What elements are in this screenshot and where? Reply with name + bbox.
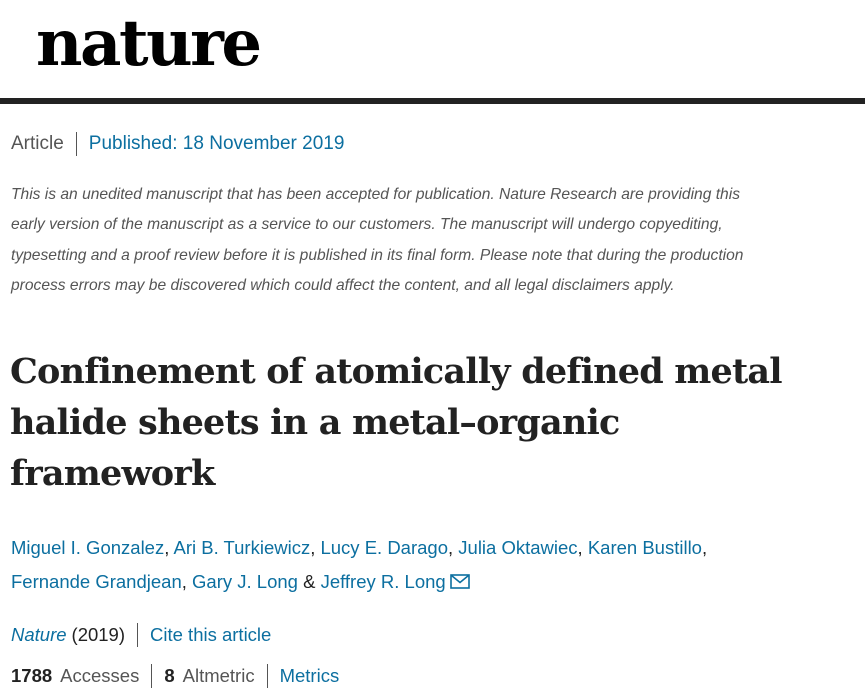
author-link[interactable]: Gary J. Long	[192, 571, 298, 592]
author-separator: ,	[701, 537, 708, 558]
cite-article-link[interactable]: Cite this article	[150, 624, 272, 645]
author-link[interactable]: Fernande Grandjean	[11, 571, 182, 592]
published-date: Published: 18 November 2019	[88, 133, 345, 154]
accesses-count: 1788	[11, 665, 53, 686]
author-separator: &	[297, 571, 321, 592]
author-link[interactable]: Ari B. Turkiewicz	[173, 537, 311, 558]
citation-row	[11, 621, 271, 649]
header-rule	[0, 98, 865, 104]
altmetric-label: Altmetric	[182, 665, 255, 686]
publication-year: (2019)	[71, 624, 126, 645]
author-link[interactable]: Lucy E. Darago	[320, 537, 448, 558]
article-type: Article	[11, 133, 64, 154]
metrics-row	[11, 662, 339, 690]
manuscript-notice: This is an unedited manuscript that has been accepted for publication. Nature Research are providing this early version of the manuscript as a service to our customers. The manuscript will undergo copyediting, typesetting and a proof review before it is published in its final form. Please note that during the production process errors may be discovered which could affect the content, and all legal disclaimers apply.	[11, 186, 744, 295]
author-separator: ,	[164, 537, 174, 558]
divider	[151, 664, 152, 688]
email-icon[interactable]	[450, 566, 470, 600]
author-link[interactable]: Karen Bustillo	[587, 537, 702, 558]
author-list	[11, 531, 771, 600]
journal-name[interactable]: Nature	[11, 624, 67, 645]
author-link[interactable]: Julia Oktawiec	[458, 537, 578, 558]
author-link[interactable]: Miguel I. Gonzalez	[11, 537, 165, 558]
author-separator: ,	[310, 537, 321, 558]
divider	[267, 664, 268, 688]
author-separator: ,	[448, 537, 459, 558]
article-title: Confinement of atomically defined metal halide sheets in a metal–organic framework	[10, 351, 782, 494]
author-link[interactable]: Jeffrey R. Long	[320, 571, 446, 592]
divider	[76, 132, 77, 156]
author-separator: ,	[181, 571, 193, 592]
accesses-label: Accesses	[60, 665, 140, 686]
divider	[137, 623, 138, 647]
altmetric-count: 8	[164, 665, 175, 686]
author-separator: ,	[577, 537, 588, 558]
metrics-link[interactable]: Metrics	[279, 665, 340, 686]
nature-logo[interactable]: nature	[36, 6, 260, 81]
article-meta	[11, 131, 344, 157]
